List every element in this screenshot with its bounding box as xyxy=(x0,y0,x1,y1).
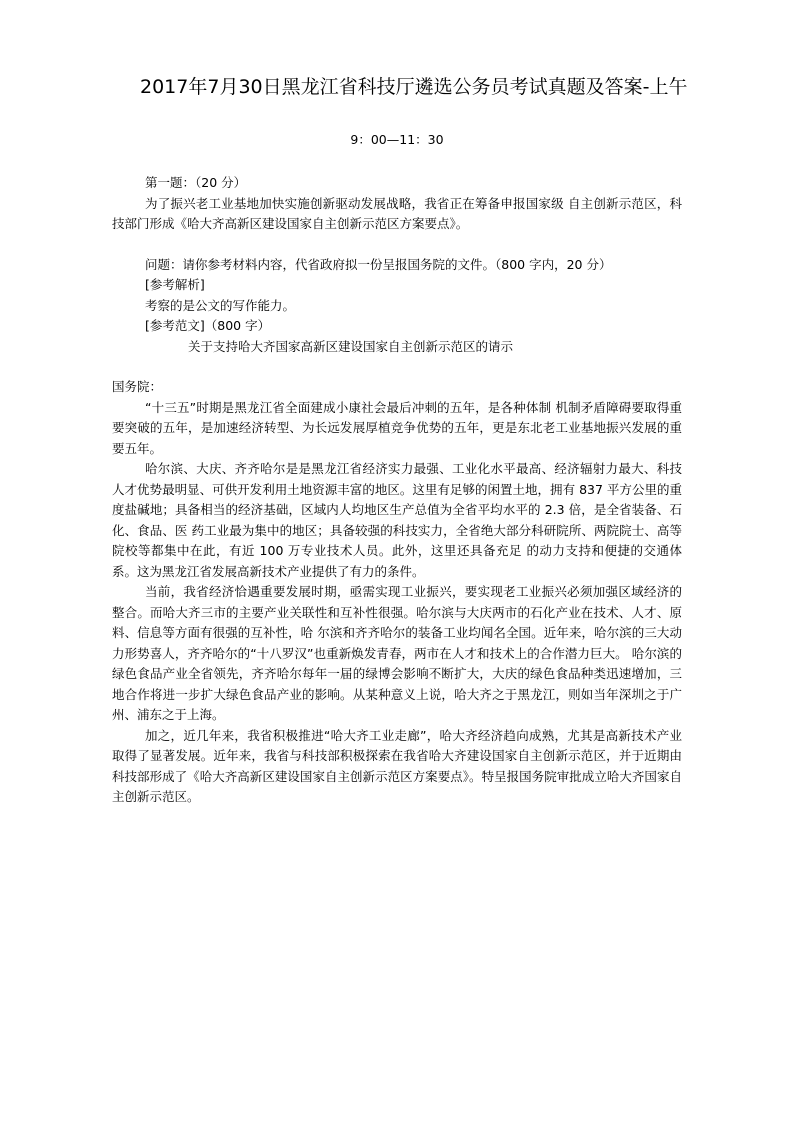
essay-paragraph-1: “十三五”时期是黑龙江省全面建成小康社会最后冲刺的五年，是各种体制 机制矛盾障碍要取得重要突破的五年，是加速经济转型、为长远发展厚植竞争优势的五年，更是东北老工业基地振兴发展的重要五年。 xyxy=(112,399,682,456)
analysis-label: [参考解析] xyxy=(145,277,205,292)
spacer xyxy=(112,235,682,255)
document-title: 2017年7月30日黑龙江省科技厅遴选公务员考试真题及答案-上午 xyxy=(140,76,688,98)
essay-addressee: 国务院： xyxy=(112,379,163,394)
sample-label: [参考范文]（800 字） xyxy=(145,318,271,333)
sample-essay-title: 关于支持哈大齐国家高新区建设国家自主创新示范区的请示 xyxy=(188,338,514,354)
essay-paragraph-4: 加之，近几年来，我省积极推进“哈大齐工业走廊”，哈大齐经济趋向成熟，尤其是高新技术产业取得了显著发展。近年来，我省与科技部积极探索在我省哈大齐建设国家自主创新示范区，并于近期由科技部形成了《哈大齐高新区建设国家自主创新示范区方案要点》。特呈报国务院审批成立哈大齐国家自主创新示范区。 xyxy=(112,727,682,804)
spacer xyxy=(112,357,682,377)
question-1-text: 为了振兴老工业基地加快实施创新驱动发展战略，我省正在筹备申报国家级 自主创新示范区，科技部门形成《哈大齐高新区建设国家自主创新示范区方案要点》。 xyxy=(112,195,682,231)
essay-paragraph-2: 哈尔滨、大庆、齐齐哈尔是是黑龙江省经济实力最强、工业化水平最高、经济辐射力最大、科技人才优势最明显、可供开发利用土地资源丰富的地区。这里有足够的闲置土地，拥有 837 平方公里的重度盐碱地；具备相当的经济基础，区域内人均地区生产总值为全省平均水平的 2.3 倍，是全省装备、石化、食品、医 药工业最为集中的地区；具备较强的科技实力，全省绝大部分科研院所、两院院士、高等院校等都集中在此，有近 100 万专业技术人员。此外，这里还具备充足 的动力支持和便捷的交通体系。这为黑龙江省发展高新技术产业提供了有力的条件。 xyxy=(112,461,682,579)
question-1-label: 第一题：（20 分） xyxy=(145,175,247,190)
exam-time: 9：00—11：30 xyxy=(350,132,444,147)
essay-paragraph-3: 当前，我省经济恰遇重要发展时期，亟需实现工业振兴，要实现老工业振兴必须加强区域经济的整合。而哈大齐三市的主要产业关联性和互补性很强。哈尔滨与大庆两市的石化产业在技术、人才、原料、信息等方面有很强的互补性，哈 尔滨和齐齐哈尔的装备工业均闻名全国。近年来，哈尔滨的三大动力形势喜人，齐齐哈尔的“十八罗汉”也重新焕发青春，两市在人才和技术上的合作潜力巨大。 哈尔滨的绿色食品产业全省领先，齐齐哈尔每年一届的绿博会影响不断扩大，大庆的绿色食品种类迅速增加，三地合作将进一步扩大绿色食品产业的影响。从某种意义上说，哈大齐之于黑龙江，则如当年深圳之于广州、浦东之于上海。 xyxy=(112,584,682,722)
analysis-text: 考察的是公文的写作能力。 xyxy=(145,297,296,313)
document-body xyxy=(112,173,682,808)
question-prompt: 问题：请你参考材料内容，代省政府拟一份呈报国务院的文件。（800 字内，20 分） xyxy=(145,256,612,272)
